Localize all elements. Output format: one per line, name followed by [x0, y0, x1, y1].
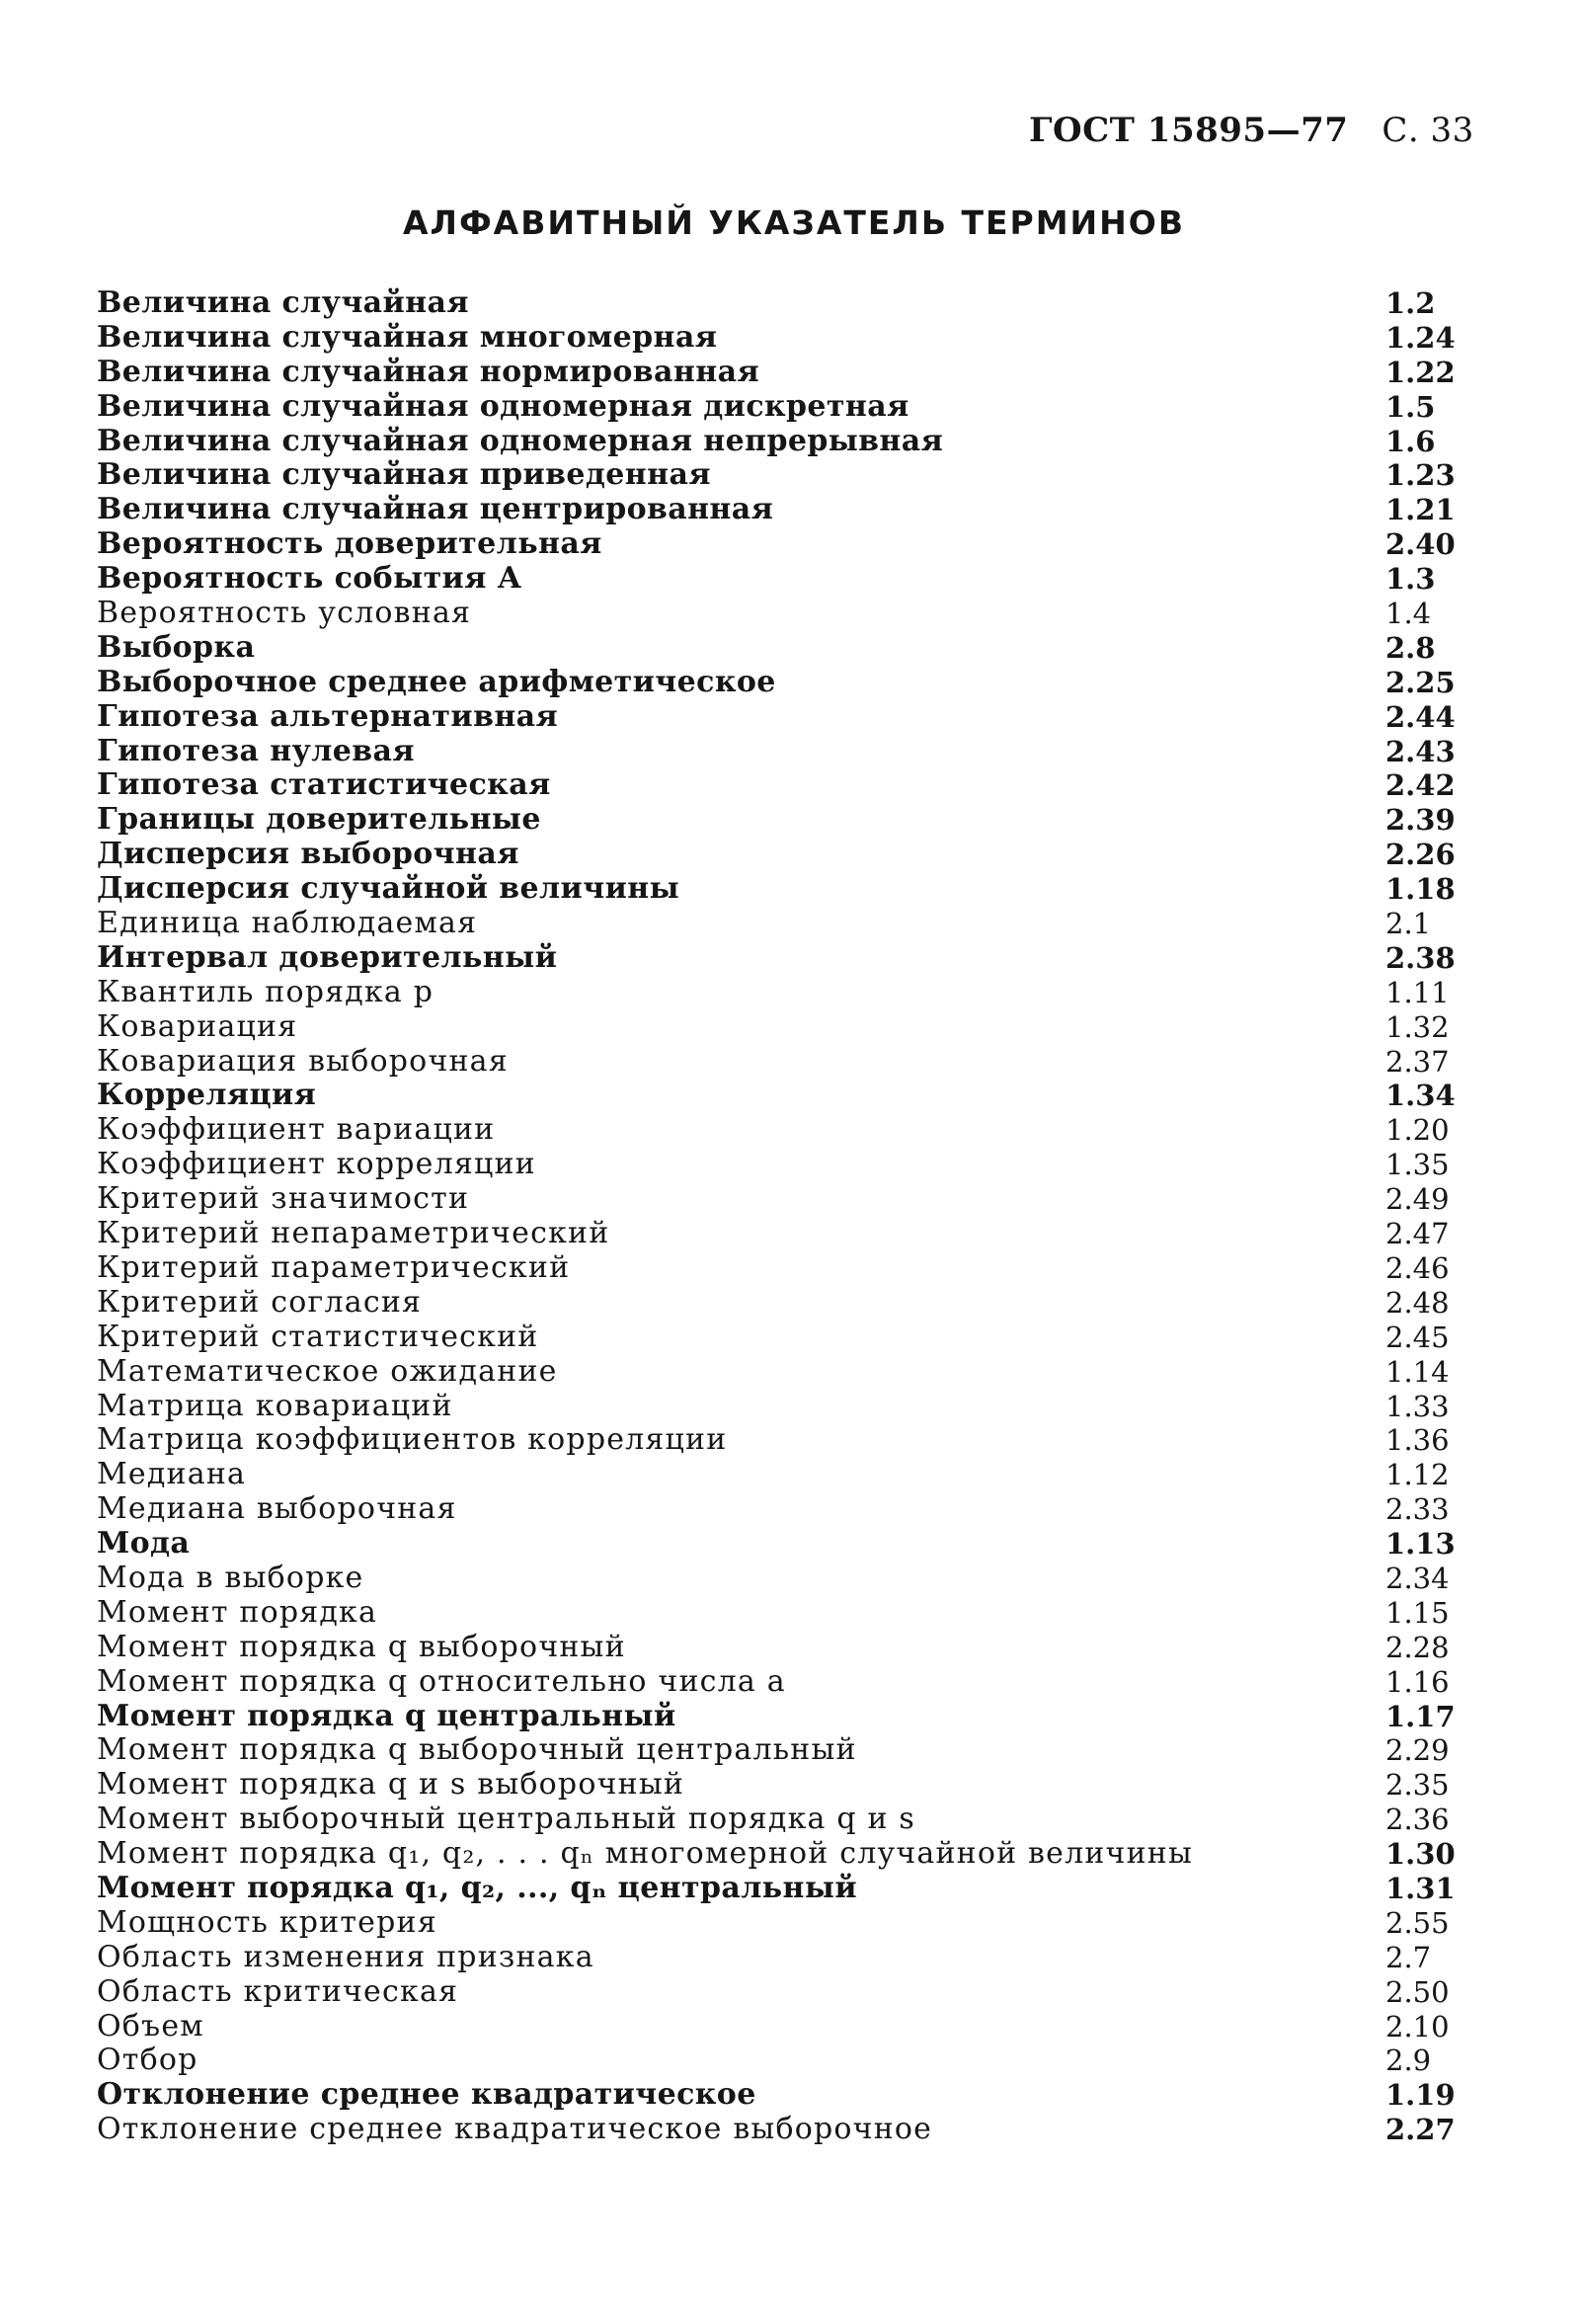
- index-term: Величина случайная многомерная: [97, 319, 718, 355]
- index-number: 2.43: [1385, 734, 1456, 768]
- index-number: 2.29: [1385, 1733, 1450, 1768]
- index-term: Момент выборочный центральный порядка q и s: [97, 1802, 916, 1837]
- index-term: Ковариация выборочная: [97, 1043, 509, 1079]
- page-number: С. 33: [1382, 111, 1474, 150]
- index-number: 2.34: [1385, 1561, 1450, 1595]
- index-number: 1.17: [1385, 1699, 1456, 1733]
- index-entry: [97, 1045, 1474, 1080]
- index-entry: [97, 597, 1474, 631]
- index-number: 1.4: [1385, 597, 1432, 631]
- index-number: 2.45: [1385, 1320, 1450, 1354]
- index-entry: [97, 768, 1474, 803]
- index-number: 1.30: [1385, 1837, 1456, 1872]
- index-term: Критерий согласия: [97, 1284, 423, 1320]
- index-number: 2.27: [1385, 2113, 1456, 2147]
- index-number: 2.36: [1385, 1803, 1450, 1837]
- index-term: Вероятность доверительная: [97, 526, 602, 562]
- index-number: 2.25: [1385, 665, 1456, 699]
- index-entry: [97, 1631, 1474, 1665]
- index-term: Величина случайная приведенная: [97, 457, 711, 493]
- index-number: 2.38: [1385, 940, 1456, 975]
- index-number: 2.42: [1385, 768, 1456, 803]
- index-term: Критерий значимости: [97, 1181, 470, 1217]
- index-number: 2.28: [1385, 1630, 1450, 1664]
- index-number: 1.21: [1385, 493, 1456, 527]
- index-entry: [97, 1217, 1474, 1251]
- index-number: 2.50: [1385, 1974, 1450, 2009]
- index-term: Момент порядка q₁, q₂, ..., qₙ центральный: [97, 1870, 858, 1905]
- index-term: Величина случайная одномерная непрерывная: [97, 423, 944, 458]
- index-term: Величина случайная одномерная дискретная: [97, 388, 909, 424]
- index-number: 1.33: [1385, 1389, 1450, 1423]
- index-entry: [97, 1492, 1474, 1527]
- index-term: Интервал доверительный: [97, 939, 558, 975]
- index-number: 2.7: [1385, 1940, 1432, 1974]
- index-number: 2.9: [1385, 2044, 1432, 2078]
- index-entry: [97, 1941, 1474, 1975]
- index-number: 1.36: [1385, 1423, 1450, 1458]
- index-number: 2.49: [1385, 1182, 1450, 1217]
- index-term: Коэффициент вариации: [97, 1112, 496, 1148]
- index-entry: [97, 872, 1474, 907]
- index-number: 1.11: [1385, 975, 1450, 1009]
- page-header: [1029, 111, 1474, 150]
- index-entry: [97, 1700, 1474, 1734]
- index-term: Единица наблюдаемая: [97, 906, 478, 941]
- index-entry: [97, 356, 1474, 390]
- index-entry: [97, 1355, 1474, 1390]
- index-term: Ковариация: [97, 1008, 298, 1044]
- index-term: Критерий параметрический: [97, 1249, 571, 1285]
- index-entry: [97, 1113, 1474, 1148]
- index-term: Область критическая: [97, 1973, 459, 2009]
- index-number: 1.18: [1385, 872, 1456, 907]
- index-number: 2.35: [1385, 1768, 1450, 1803]
- index-entry: [97, 666, 1474, 700]
- index-entry: [97, 1321, 1474, 1355]
- index-term: Медиана выборочная: [97, 1491, 457, 1527]
- index-term: Момент порядка q выборочный центральный: [97, 1732, 857, 1768]
- index-entry: [97, 1872, 1474, 1906]
- index-entry: [97, 493, 1474, 527]
- index-term: Момент порядка q относительно числа a: [97, 1663, 786, 1699]
- index-term: Выборочное среднее арифметическое: [97, 664, 776, 699]
- index-term: Квантиль порядка p: [97, 974, 434, 1009]
- index-term: Гипотеза нулевая: [97, 733, 415, 768]
- index-term: Критерий статистический: [97, 1319, 539, 1354]
- index-number: 1.24: [1385, 320, 1456, 355]
- page-title: АЛФАВИТНЫЙ УКАЗАТЕЛЬ ТЕРМИНОВ: [403, 203, 1185, 242]
- index-number: 1.2: [1385, 286, 1436, 320]
- index-number: 2.8: [1385, 630, 1436, 665]
- index-entry: [97, 735, 1474, 769]
- index-entry: [97, 2078, 1474, 2113]
- index-entry: [97, 1251, 1474, 1286]
- index-entry: [97, 425, 1474, 459]
- index-number: 2.1: [1385, 907, 1432, 941]
- index-number: 1.31: [1385, 1871, 1456, 1905]
- index-entry: [97, 390, 1474, 425]
- index-entry: [97, 2044, 1474, 2078]
- index-entry: [97, 1010, 1474, 1045]
- index-entry: [97, 803, 1474, 838]
- index-entry: [97, 976, 1474, 1010]
- index-number: 2.48: [1385, 1285, 1450, 1320]
- index-entry: [97, 838, 1474, 872]
- index-entry: [97, 1562, 1474, 1596]
- index-number: 1.20: [1385, 1113, 1450, 1148]
- index-term: Момент порядка q₁, q₂, . . . qₙ многомерной случайной величины: [97, 1836, 1194, 1872]
- index-term: Медиана: [97, 1457, 247, 1492]
- index-number: 1.13: [1385, 1527, 1456, 1562]
- index-entry: [97, 1148, 1474, 1182]
- index-number: 2.44: [1385, 699, 1456, 734]
- index-term: Момент порядка: [97, 1594, 378, 1630]
- index-entry: [97, 700, 1474, 735]
- index-term: Матрица коэффициентов корреляции: [97, 1422, 728, 1458]
- index-entry: [97, 1458, 1474, 1492]
- index-number: 1.14: [1385, 1354, 1450, 1389]
- index-number: 2.55: [1385, 1905, 1450, 1940]
- index-term: Отклонение среднее квадратическое выборочное: [97, 2112, 933, 2147]
- index-term: Отбор: [97, 2043, 198, 2078]
- index-entry: [97, 1837, 1474, 1872]
- index-entry: [97, 1665, 1474, 1700]
- index-term: Момент порядка q центральный: [97, 1698, 676, 1733]
- index-term: Дисперсия случайной величины: [97, 871, 680, 907]
- index-entry: [97, 1906, 1474, 1941]
- index-number: 2.33: [1385, 1492, 1450, 1527]
- index-entry: [97, 458, 1474, 493]
- index-entry: [97, 1423, 1474, 1458]
- index-term: Границы доверительные: [97, 802, 541, 838]
- index-term: Область изменения признака: [97, 1939, 594, 1974]
- index-entry: [97, 1286, 1474, 1321]
- index-term: Момент порядка q и s выборочный: [97, 1767, 685, 1803]
- index-entry: [97, 1527, 1474, 1562]
- index-term: Критерий непараметрический: [97, 1216, 610, 1251]
- standard-code: ГОСТ 15895—77: [1029, 111, 1349, 150]
- index-number: 1.23: [1385, 458, 1456, 493]
- index-number: 2.47: [1385, 1217, 1450, 1251]
- index-number: 1.5: [1385, 389, 1436, 424]
- index-term: Величина случайная нормированная: [97, 354, 760, 389]
- index-entry: [97, 1768, 1474, 1803]
- index-entry: [97, 562, 1474, 597]
- index-entry: [97, 631, 1474, 666]
- index-number: 1.15: [1385, 1595, 1450, 1630]
- index-term: Мода в выборке: [97, 1560, 364, 1595]
- index-term: Математическое ожидание: [97, 1353, 558, 1389]
- index-term: Объем: [97, 2008, 204, 2044]
- index-number: 1.22: [1385, 355, 1456, 389]
- index-entry: [97, 1733, 1474, 1768]
- index-number: 1.6: [1385, 424, 1436, 458]
- index-number: 2.26: [1385, 838, 1456, 872]
- index-term: Корреляция: [97, 1078, 317, 1113]
- index-term: Матрица ковариаций: [97, 1388, 453, 1423]
- index-number: 2.37: [1385, 1044, 1450, 1079]
- index-entry: [97, 527, 1474, 562]
- index-entry: [97, 2010, 1474, 2044]
- index-term: Гипотеза статистическая: [97, 767, 551, 803]
- index-number: 2.10: [1385, 2009, 1450, 2044]
- index-entry: [97, 1975, 1474, 2010]
- index-number: 1.35: [1385, 1148, 1450, 1182]
- index-number: 1.3: [1385, 562, 1436, 597]
- index-term: Дисперсия выборочная: [97, 837, 519, 872]
- index-term: Мода: [97, 1526, 191, 1562]
- index-term: Отклонение среднее квадратическое: [97, 2077, 756, 2113]
- index-term: Момент порядка q выборочный: [97, 1629, 626, 1664]
- index-entry: [97, 1079, 1474, 1113]
- term-index-list: [97, 286, 1474, 2147]
- index-term: Мощность критерия: [97, 1904, 437, 1940]
- index-number: 2.46: [1385, 1250, 1450, 1285]
- index-number: 1.19: [1385, 2078, 1456, 2113]
- index-entry: [97, 1596, 1474, 1631]
- index-number: 1.16: [1385, 1664, 1450, 1699]
- index-term: Гипотеза альтернативная: [97, 698, 559, 734]
- index-entry: [97, 907, 1474, 941]
- index-entry: [97, 1803, 1474, 1837]
- index-term: Выборка: [97, 629, 256, 665]
- index-term: Вероятность события А: [97, 561, 522, 597]
- index-number: 1.34: [1385, 1079, 1456, 1113]
- index-term: Вероятность условная: [97, 596, 472, 631]
- index-entry: [97, 2113, 1474, 2147]
- index-number: 1.12: [1385, 1458, 1450, 1492]
- index-term: Коэффициент корреляции: [97, 1147, 536, 1182]
- index-entry: [97, 286, 1474, 321]
- index-number: 2.40: [1385, 527, 1456, 562]
- index-entry: [97, 321, 1474, 356]
- index-entry: [97, 1182, 1474, 1217]
- index-term: Величина случайная: [97, 285, 469, 320]
- index-number: 2.39: [1385, 803, 1456, 838]
- index-number: 1.32: [1385, 1009, 1450, 1044]
- index-entry: [97, 1390, 1474, 1424]
- index-term: Величина случайная центрированная: [97, 492, 774, 527]
- index-entry: [97, 941, 1474, 976]
